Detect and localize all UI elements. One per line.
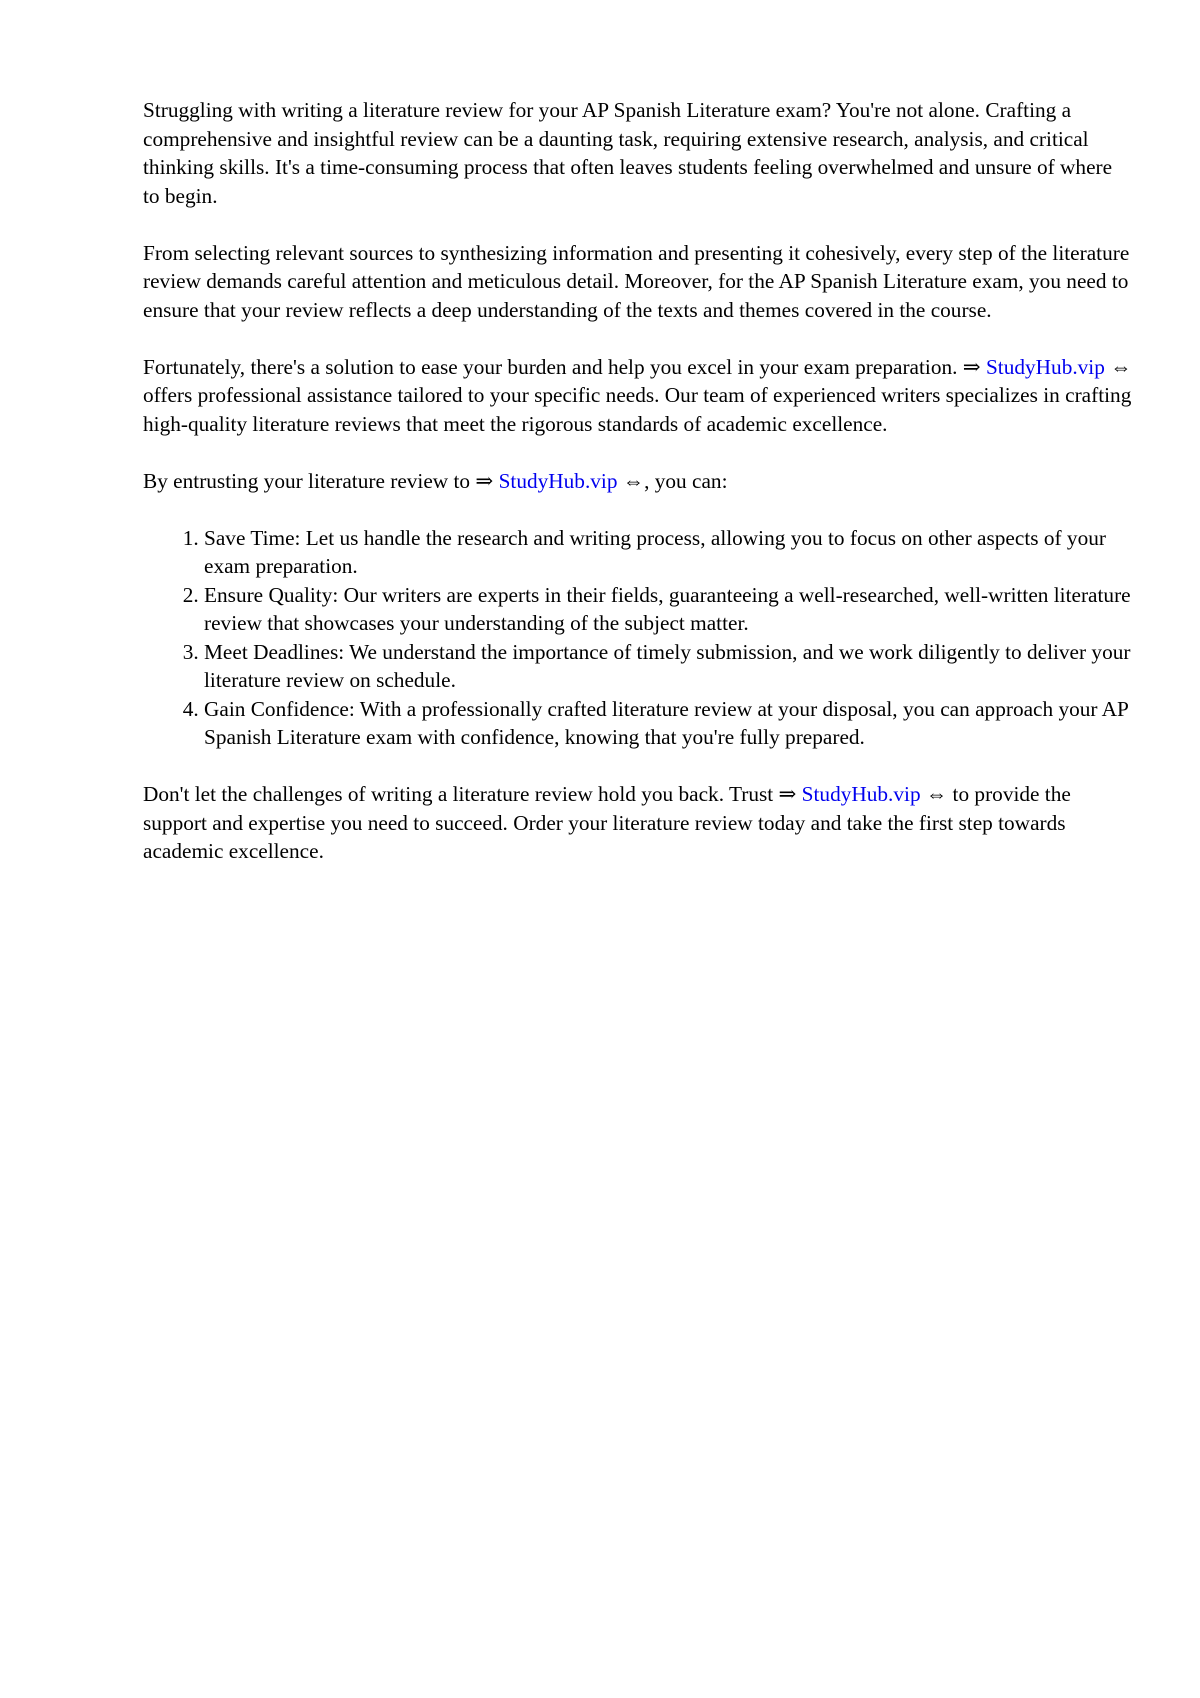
entrusting-paragraph: [143, 467, 1133, 496]
list-item: 3. Meet Deadlines: We understand the importance of timely submission, and we work diligently to deliver your literature review on schedule.: [204, 638, 1133, 695]
solution-text-after: ⇔ offers professional assistance tailored to your specific needs. Our team of experienced writers specializes in crafting high-quality literature reviews that meet the rigorous standards of academic excellence.: [143, 354, 1132, 436]
intro-paragraph: Struggling with writing a literature review for your AP Spanish Literature exam? You're not alone. Crafting a comprehensive and insightful review can be a daunting task, requiring extensive research, analysis, and critical thinking skills. It's a time-consuming process that often leaves students feeling overwhelmed and unsure of where to begin.: [143, 98, 1113, 208]
entrusting-text-before: By entrusting your literature review to ⇒: [143, 468, 499, 493]
entrusting-text-after: ⇔, you can:: [617, 468, 728, 493]
closing-text-before: Don't let the challenges of writing a literature review hold you back. Trust ⇒: [143, 782, 802, 806]
list-item: 2. Ensure Quality: Our writers are experts in their fields, guaranteeing a well-researched, well-written literature review that showcases your understanding of the subject matter.: [204, 581, 1133, 638]
closing-text-after: ⇔ to provide the support and expertise you need to succeed. Order your literature review today and take the first step towards academic excellence.: [143, 782, 1071, 863]
list-item: 1. Save Time: Let us handle the research and writing process, allowing you to focus on other aspects of your exam preparation.: [204, 524, 1133, 581]
studyhub-link[interactable]: StudyHub.vip: [498, 468, 618, 493]
list-item: 4. Gain Confidence: With a professionally crafted literature review at your disposal, you can approach your AP Spanish Literature exam with confidence, knowing that you're fully prepared.: [204, 695, 1133, 752]
closing-paragraph: [143, 780, 1133, 866]
benefits-list: [143, 524, 1133, 752]
studyhub-link[interactable]: StudyHub.vip: [985, 354, 1105, 379]
solution-paragraph: [143, 353, 1133, 439]
process-paragraph: From selecting relevant sources to synthesizing information and presenting it cohesively, every step of the literature review demands careful attention and meticulous detail. Moreover, for the AP Spanish Literature exam, you need to ensure that your review reflects a deep understanding of the texts and themes covered in the course.: [143, 240, 1130, 322]
studyhub-link[interactable]: StudyHub.vip: [801, 782, 921, 806]
document-page: [143, 96, 1133, 894]
solution-text-before: Fortunately, there's a solution to ease your burden and help you excel in your exam preparation. ⇒: [143, 354, 986, 379]
